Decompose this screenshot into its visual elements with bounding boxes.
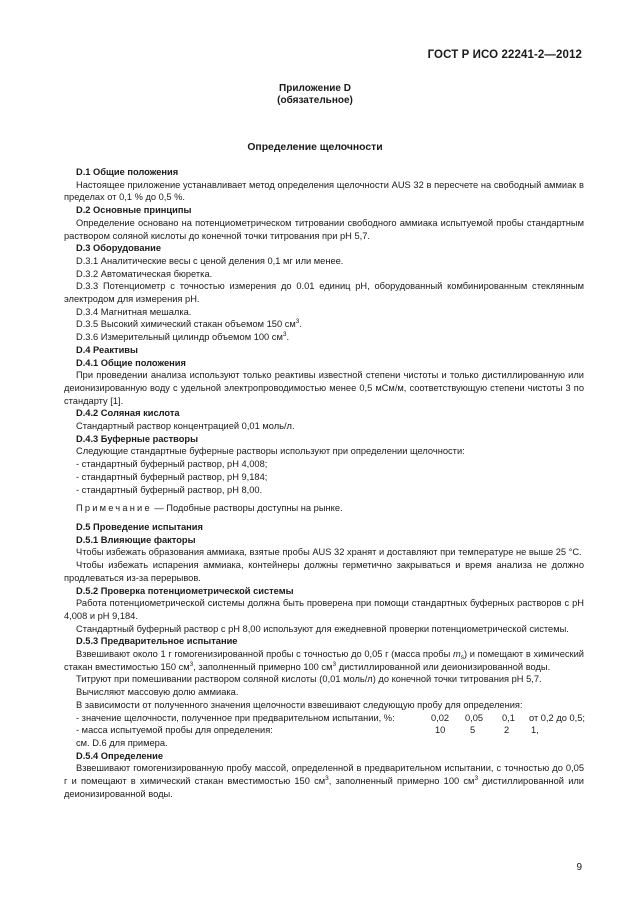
paragraph: Настоящее приложение устанавливает метод определения щелочности AUS 32 в пересчете на свободный аммиак в пределах от 0,1 % до 0,5 %.	[64, 179, 584, 203]
table-cell: 0,05	[465, 712, 484, 723]
table-row	[64, 712, 584, 725]
list-item: D.3.3 Потенциометр с точностью измерения до 0.01 единиц pH, оборудованный комбинированным стеклянным электродом для измерения pH.	[64, 281, 584, 305]
paragraph: Стандартный буферный раствор с pH 8,00 используют для ежедневной проверки потенциометрической системы.	[76, 623, 569, 634]
table-label: - значение щелочности, полученное при предварительном испытании, %:	[76, 712, 395, 723]
note-text: — Подобные растворы доступны на рынке.	[151, 503, 343, 514]
subscript: s	[460, 654, 464, 662]
note-label: Примечание	[76, 503, 152, 514]
standard-designation: ГОСТ Р ИСО 22241-2—2012	[427, 49, 582, 61]
heading-d4-3: D.4.3 Буферные растворы	[76, 433, 199, 444]
list-item: - стандартный буферный раствор, pH 4,008;	[76, 459, 268, 470]
superscript: 3	[332, 660, 337, 668]
page-number: 9	[576, 862, 582, 873]
paragraph: Стандартный раствор концентрацией 0,01 моль/л.	[76, 421, 295, 432]
heading-d4-2: D.4.2 Соляная кислота	[76, 408, 180, 419]
section-title: Определение щелочности	[247, 142, 383, 153]
heading-d4-1: D.4.1 Общие положения	[76, 357, 186, 368]
table-cell: 2	[504, 725, 510, 736]
document-body	[64, 166, 584, 800]
table-cell: 10	[435, 725, 446, 736]
paragraph	[64, 648, 584, 673]
table-cell: 0,02	[431, 712, 450, 723]
text-run: Взвешивают около 1 г гомогенизированной пробы с точностью до 0,05 г (масса пробы	[76, 649, 453, 660]
heading-d3: D.3 Оборудование	[76, 243, 162, 254]
list-item: D.3.1 Аналитические весы с ценой деления 0,1 мг или менее.	[76, 255, 344, 266]
list-item: - стандартный буферный раствор, pH 8,00.	[76, 484, 263, 495]
paragraph: см. D.6 для примера.	[76, 737, 168, 748]
table-cell: 5	[470, 725, 476, 736]
heading-d5-2: D.5.2 Проверка потенциометрической системы	[76, 585, 294, 596]
paragraph: Чтобы избежать образования аммиака, взятые пробы AUS 32 хранят и доставляют при температуре не выше 25 °С.	[76, 547, 582, 558]
heading-d5-1: D.5.1 Влияющие факторы	[76, 534, 196, 545]
list-item: D.3.2 Автоматическая бюретка.	[76, 268, 213, 279]
text-run: , заполненный примерно 100 см	[328, 776, 475, 787]
text-run: ) и помещают в химический стакан вместимостью 150 см	[64, 649, 584, 672]
list-item: D.3.5 Высокий химический стакан объемом 150 $см^3$.	[76, 318, 302, 330]
heading-d4: D.4 Реактивы	[76, 344, 138, 355]
table-cell: 1,	[531, 725, 539, 736]
table-row	[64, 724, 584, 737]
table-cell: от 0,2 до 0,5;	[529, 712, 585, 723]
superscript: 3	[189, 660, 194, 668]
item-text: D.3.6 Измерительный цилиндр объемом 100 см	[76, 332, 283, 343]
annex-title: Приложение D	[279, 83, 351, 94]
heading-d5: D.5 Проведение испытания	[76, 521, 203, 532]
superscript: 3	[282, 331, 287, 339]
list-item: D.3.4 Магнитная мешалка.	[76, 306, 192, 317]
superscript: 3	[325, 775, 329, 783]
paragraph: Работа потенциометрической системы должна быть проверена при помощи стандартных буферных растворов с pH 4,008 и pH 9,184.	[64, 598, 584, 621]
superscript: 3	[295, 318, 300, 326]
paragraph: Вычисляют массовую долю аммиака.	[76, 687, 239, 698]
mass-symbol: m	[452, 649, 461, 660]
table-cell: 0,1	[502, 712, 515, 723]
list-item: D.3.6 Измерительный цилиндр объемом 100 $см^3$.	[76, 331, 290, 343]
paragraph: Чтобы избежать испарения аммиака, контейнеры должны герметично закрываться и время анализа не должно продлеваться из-за перерывов.	[64, 560, 584, 583]
heading-d1: D.1 Общие положения	[76, 167, 179, 177]
note	[64, 502, 584, 515]
item-text: D.3.5 Высокий химический стакан объемом 150 см	[76, 319, 296, 330]
text-run: дистиллированной или деионизированной воды.	[336, 661, 551, 672]
text-run: , заполненный примерно 100 см	[193, 661, 333, 672]
superscript: 3	[474, 775, 479, 783]
paragraph: Следующие стандартные буферные растворы используют при определении щелочности:	[76, 446, 465, 457]
text-run: дистиллированной или деионизированной воды.	[64, 776, 585, 799]
annex-status: (обязательное)	[277, 95, 353, 106]
text-run: Взвешивают гомогенизированную пробу массой, определенной в предварительном испытании, с точностью до 0,05 г и помещают в химический стакан вместимостью 150 см	[64, 763, 584, 787]
table-label: - масса испытуемой пробы для определения:	[76, 725, 273, 736]
paragraph: При проведении анализа используют только реактивы известной степени чистоты и только дистиллированную или деионизированную воду с удельной электропроводимостью менее 0,5 мСм/м, соответствующую степени чистоты 3 по стандарту [1].	[64, 370, 584, 406]
paragraph: Определение основано на потенциометрическом титровании свободного аммиака испытуемой пробы стандартным раствором соляной кислоты до конечной точки титрования при pH 5,7.	[64, 217, 584, 241]
paragraph: Титруют при помешивании раствором соляной кислоты (0,01 моль/л) до конечной точки титрования pH 5,7.	[76, 674, 542, 685]
heading-d5-4: D.5.4 Определение	[76, 750, 164, 761]
heading-d2: D.2 Основные принципы	[76, 205, 192, 216]
paragraph	[64, 762, 584, 800]
paragraph: В зависимости от полученного значения щелочности взвешивают следующую пробу для определения:	[76, 699, 523, 710]
heading-d5-3: D.5.3 Предварительное испытание	[76, 636, 238, 647]
list-item: - стандартный буферный раствор, pH 9,184;	[76, 471, 268, 482]
